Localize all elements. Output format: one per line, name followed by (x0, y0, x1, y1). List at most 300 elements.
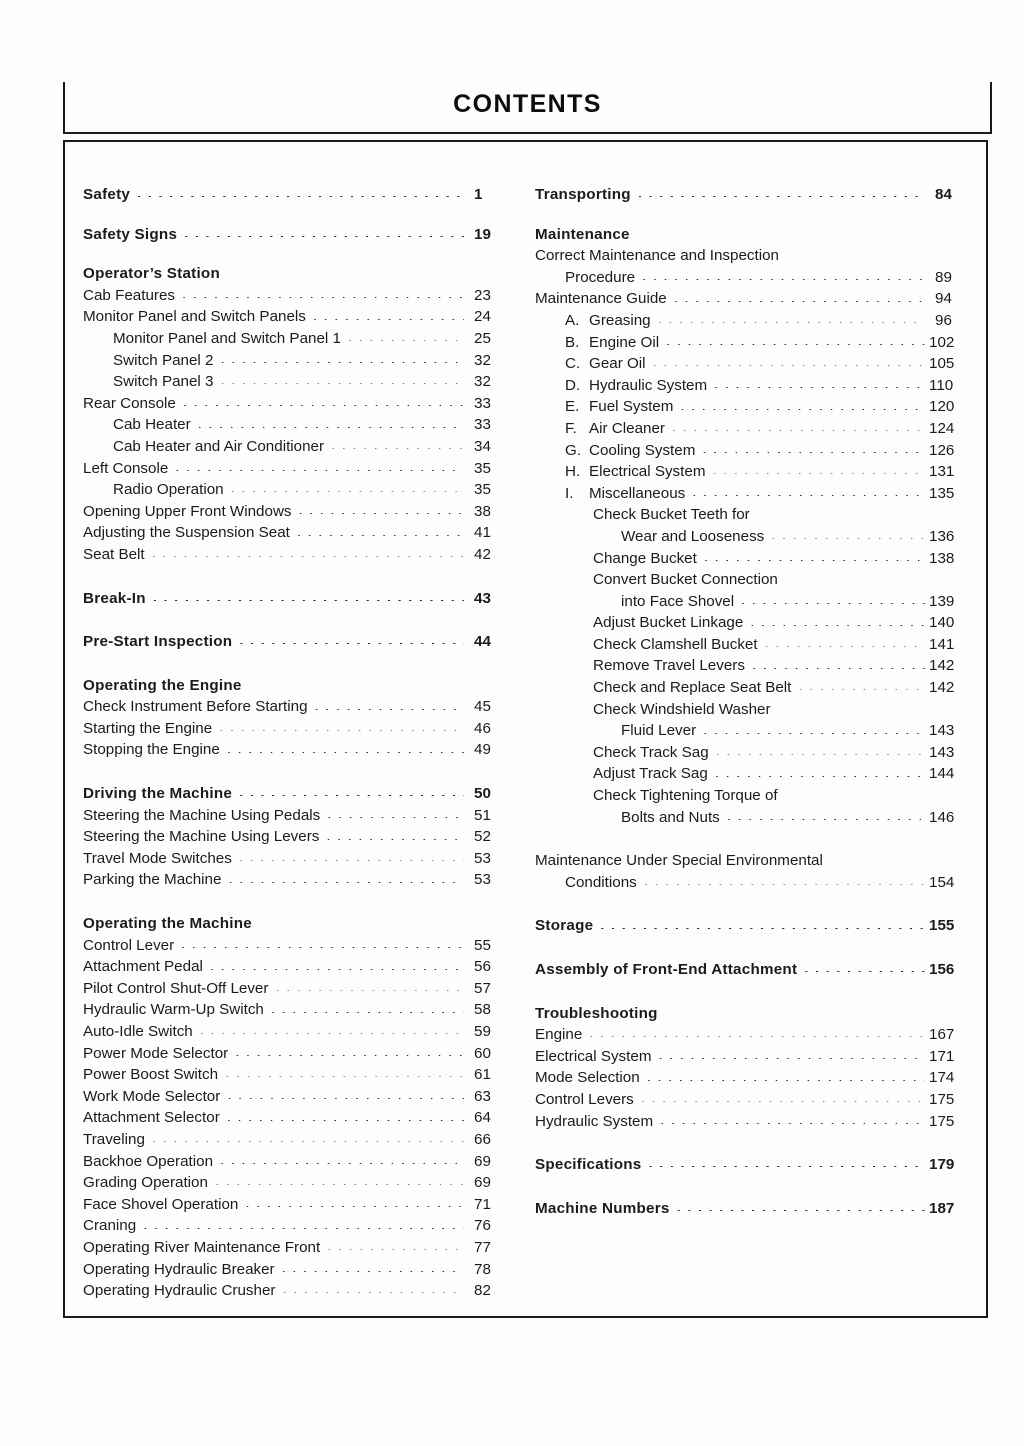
contents-header-box (63, 82, 992, 134)
toc-entry-safety[interactable] (83, 184, 508, 206)
toc-page-number: 32 (474, 351, 491, 369)
toc-page-number: 53 (474, 849, 491, 867)
toc-page-number: 120 (929, 398, 955, 416)
toc-entry-cooling-system[interactable] (565, 440, 975, 462)
toc-leader-dots (198, 427, 464, 428)
toc-leader-dots (327, 1249, 464, 1250)
table-of-contents-box (63, 140, 988, 1318)
toc-leader-dots (282, 1292, 464, 1293)
toc-entry-label: Conditions (565, 873, 637, 891)
toc-leader-dots (152, 556, 464, 557)
toc-entry-label: Electrical System (535, 1047, 652, 1065)
toc-leader-dots (752, 668, 925, 669)
toc-entry-specifications[interactable] (535, 1154, 975, 1176)
toc-leader-dots (677, 1210, 925, 1211)
toc-leader-dots (765, 646, 925, 647)
toc-entry-label: Rear Console (83, 394, 176, 412)
toc-entry-label: Operating the Engine (83, 676, 242, 694)
toc-leader-dots (137, 196, 464, 197)
toc-entry-miscellaneous[interactable] (565, 483, 975, 505)
toc-entry-grading-operation[interactable] (83, 1172, 508, 1194)
toc-spacer (83, 566, 508, 588)
toc-entry-label: Transporting (535, 186, 631, 203)
toc-page-number: 57 (474, 979, 491, 997)
toc-page-number: 143 (929, 722, 955, 740)
toc-entry-label: Check Tightening Torque of (593, 787, 778, 805)
toc-entry-craning[interactable] (83, 1215, 508, 1237)
toc-entry-parking-the-machine[interactable] (83, 869, 508, 891)
toc-page-number: 84 (935, 186, 952, 203)
toc-entry-label: Craning (83, 1217, 137, 1235)
toc-entry-check-windshield-washer[interactable] (593, 699, 975, 721)
toc-page-number: 135 (929, 484, 955, 502)
toc-page-number: 82 (474, 1282, 491, 1300)
toc-leader-dots (315, 709, 464, 710)
toc-page-number: 66 (474, 1130, 491, 1148)
toc-entry-operating-the-machine[interactable] (83, 913, 508, 935)
toc-entry-label: Hydraulic Warm-Up Switch (83, 1001, 264, 1019)
toc-leader-dots (648, 1166, 925, 1167)
toc-spacer (535, 206, 975, 224)
toc-entry-label: Opening Upper Front Windows (83, 502, 292, 520)
toc-page-number: 45 (474, 698, 491, 716)
toc-page-number: 43 (474, 589, 491, 607)
toc-page-number: 179 (929, 1156, 955, 1174)
toc-entry-label: Attachment Pedal (83, 958, 203, 976)
toc-entry-check-clamshell-bucket[interactable] (593, 634, 975, 656)
toc-entry-maintenance[interactable] (535, 224, 975, 246)
toc-entry-monitor-panel-switch-panel-1[interactable] (113, 328, 508, 350)
toc-leader-dots (228, 882, 464, 883)
toc-page-number: 142 (929, 679, 955, 697)
toc-entry-travel-mode-switches[interactable] (83, 848, 508, 870)
toc-page-number: 156 (929, 961, 955, 978)
toc-page-number: 138 (929, 549, 955, 567)
toc-entry-cab-heater[interactable] (113, 414, 508, 436)
toc-leader-dots (704, 560, 925, 561)
toc-entry-letter: D. (565, 376, 581, 394)
toc-entry-seat-belt[interactable] (83, 544, 508, 566)
toc-entry-label: Parking the Machine (83, 871, 222, 889)
toc-spacer (535, 937, 975, 959)
toc-leader-dots (220, 1163, 464, 1164)
toc-entry-bolts-and-nuts[interactable] (621, 807, 975, 829)
toc-entry-control-levers[interactable] (535, 1089, 975, 1111)
toc-entry-label: Maintenance Guide (535, 290, 667, 308)
toc-page-number: 51 (474, 806, 491, 824)
toc-leader-dots (210, 969, 464, 970)
toc-entry-break-in[interactable] (83, 588, 508, 610)
toc-page-number: 59 (474, 1023, 491, 1040)
toc-leader-dots (331, 448, 464, 449)
toc-page-number: 171 (929, 1047, 955, 1065)
toc-entry-label: Troubleshooting (535, 1004, 658, 1022)
toc-spacer (83, 245, 508, 263)
toc-entry-label: Check and Replace Seat Belt (593, 679, 792, 697)
toc-leader-dots (804, 971, 925, 972)
toc-page-number: 44 (474, 633, 491, 651)
toc-page-number: 50 (474, 785, 491, 803)
toc-entry-label: Break-In (83, 589, 146, 607)
toc-entry-label: Stopping the Engine (83, 741, 220, 759)
toc-leader-dots (182, 297, 464, 298)
toc-leader-dots (600, 928, 925, 929)
toc-entry-auto-idle-switch[interactable] (83, 1021, 508, 1043)
toc-entry-maintenance-special-environmental[interactable] (535, 850, 975, 872)
toc-entry-label: Steering the Machine Using Levers (83, 828, 320, 846)
toc-entry-wear-and-looseness[interactable] (621, 526, 975, 548)
toc-entry-label: into Face Shovel (621, 592, 735, 610)
toc-entry-safety-signs[interactable] (83, 224, 508, 246)
toc-entry-check-bucket-teeth-for[interactable] (593, 504, 975, 526)
toc-leader-dots (641, 1101, 925, 1102)
toc-entry-label: Starting the Engine (83, 719, 213, 737)
toc-entry-maintenance-guide[interactable] (535, 288, 975, 310)
toc-page-number: 24 (474, 308, 491, 326)
toc-leader-dots (327, 817, 464, 818)
toc-leader-dots (225, 1076, 464, 1077)
toc-leader-dots (750, 625, 925, 626)
toc-leader-dots (653, 365, 925, 366)
toc-entry-power-boost-switch[interactable] (83, 1064, 508, 1086)
toc-entry-label: Hydraulic System (589, 376, 708, 394)
toc-leader-dots (715, 776, 925, 777)
toc-entry-label: Check Track Sag (593, 743, 709, 761)
toc-entry-label: Control Levers (535, 1090, 634, 1108)
toc-spacer (535, 1132, 975, 1154)
toc-entry-mode-selection[interactable] (535, 1067, 975, 1089)
toc-leader-dots (589, 1036, 925, 1037)
toc-page-number: 146 (929, 808, 955, 826)
toc-page-number: 126 (929, 441, 955, 459)
toc-entry-label: Cooling System (589, 441, 696, 459)
toc-entry-rear-console[interactable] (83, 393, 508, 415)
toc-entry-label: Switch Panel 2 (113, 351, 214, 369)
toc-page-number: 38 (474, 502, 491, 520)
toc-page-number: 175 (929, 1090, 955, 1108)
toc-leader-dots (771, 538, 925, 539)
toc-page-number: 25 (474, 329, 491, 347)
toc-entry-label: Power Boost Switch (83, 1066, 219, 1084)
toc-entry-letter: F. (565, 419, 577, 437)
toc-entry-label: Greasing (589, 311, 651, 329)
toc-entry-label: Backhoe Operation (83, 1152, 214, 1170)
toc-entry-engine-oil[interactable] (565, 332, 975, 354)
toc-page-number: 33 (474, 416, 491, 434)
toc-entry-label: Cab Features (83, 286, 176, 304)
toc-entry-stopping-the-engine[interactable] (83, 739, 508, 761)
toc-entry-letter: A. (565, 311, 580, 329)
toc-spacer (83, 206, 508, 224)
toc-leader-dots (239, 795, 464, 796)
toc-entry-face-shovel-operation[interactable] (83, 1194, 508, 1216)
toc-page-number: 175 (929, 1112, 955, 1130)
toc-entry-traveling[interactable] (83, 1129, 508, 1151)
toc-entry-pilot-control-shut-off-lever[interactable] (83, 978, 508, 1000)
toc-entry-label: Safety Signs (83, 225, 178, 243)
toc-entry-switch-panel-3[interactable] (113, 371, 508, 393)
toc-page-number: 71 (474, 1195, 491, 1213)
toc-entry-electrical-system-t[interactable] (535, 1046, 975, 1068)
toc-entry-pre-start-inspection[interactable] (83, 631, 508, 653)
toc-entry-fuel-system[interactable] (565, 396, 975, 418)
toc-page-number: 143 (929, 743, 955, 761)
toc-entry-hydraulic-warm-up-switch[interactable] (83, 999, 508, 1021)
toc-entry-label: Pre-Start Inspection (83, 633, 233, 651)
toc-entry-cab-features[interactable] (83, 285, 508, 307)
toc-entry-label: Pilot Control Shut-Off Lever (83, 979, 269, 997)
toc-leader-dots (183, 405, 464, 406)
toc-page-number: 33 (474, 394, 491, 412)
toc-leader-dots (716, 754, 925, 755)
toc-leader-dots (326, 839, 464, 840)
toc-leader-dots (175, 470, 464, 471)
toc-entry-adjusting-suspension-seat[interactable] (83, 522, 508, 544)
toc-entry-remove-travel-levers[interactable] (593, 655, 975, 677)
toc-page-number: 105 (929, 355, 955, 373)
toc-entry-label: Hydraulic System (535, 1112, 654, 1130)
toc-entry-label: Engine Oil (589, 333, 660, 351)
toc-page-number: 53 (474, 871, 491, 889)
toc-entry-electrical-system-m[interactable] (565, 461, 975, 483)
toc-page-number: 35 (474, 459, 491, 477)
toc-leader-dots (231, 491, 464, 492)
toc-entry-label: Operating Hydraulic Crusher (83, 1282, 276, 1300)
toc-page-number: 52 (474, 828, 491, 846)
toc-leader-dots (798, 689, 925, 690)
toc-page-number: 77 (474, 1238, 491, 1256)
toc-page-number: 58 (474, 1001, 491, 1019)
toc-entry-label: Operating River Maintenance Front (83, 1238, 321, 1256)
toc-entry-switch-panel-2[interactable] (113, 350, 508, 372)
toc-entry-label: Radio Operation (113, 481, 224, 499)
toc-leader-dots (313, 319, 464, 320)
toc-entry-work-mode-selector[interactable] (83, 1086, 508, 1108)
toc-page-number: 69 (474, 1152, 491, 1170)
toc-column-left (83, 184, 508, 1302)
toc-entry-label: Check Instrument Before Starting (83, 698, 308, 716)
toc-page-number: 42 (474, 545, 491, 563)
toc-entry-hydraulic-system[interactable] (565, 375, 975, 397)
toc-page-number: 142 (929, 657, 955, 675)
toc-entry-operating-the-engine[interactable] (83, 675, 508, 697)
toc-entry-hydraulic-system-t[interactable] (535, 1111, 975, 1133)
toc-entry-label: Operating the Machine (83, 915, 252, 933)
toc-entry-gear-oil[interactable] (565, 353, 975, 375)
toc-leader-dots (227, 1120, 464, 1121)
toc-entry-check-replace-seat-belt[interactable] (593, 677, 975, 699)
toc-leader-dots (184, 236, 464, 237)
toc-leader-dots (181, 947, 464, 948)
toc-entry-left-console[interactable] (83, 458, 508, 480)
toc-entry-steering-pedals[interactable] (83, 805, 508, 827)
toc-leader-dots (235, 1055, 464, 1056)
toc-entry-label: Fuel System (589, 398, 674, 416)
toc-leader-dots (348, 340, 464, 341)
toc-page-number: 131 (929, 463, 955, 481)
toc-entry-convert-bucket-connection[interactable] (593, 569, 975, 591)
toc-entry-label: Cab Heater (113, 416, 191, 434)
toc-spacer (83, 891, 508, 913)
toc-entry-control-lever[interactable] (83, 935, 508, 957)
toc-leader-dots (275, 990, 464, 991)
toc-entry-label: Adjust Track Sag (593, 765, 708, 783)
toc-entry-assembly-front-end-attachment[interactable] (535, 959, 975, 981)
toc-entry-label: Left Console (83, 459, 169, 477)
toc-entry-label: Electrical System (589, 463, 706, 481)
toc-entry-operators-station[interactable] (83, 263, 508, 285)
toc-leader-dots (741, 603, 925, 604)
toc-page-number: 46 (474, 719, 491, 737)
toc-entry-label: Check Windshield Washer (593, 700, 771, 718)
toc-entry-greasing[interactable] (565, 310, 975, 332)
toc-entry-check-tightening-torque-of[interactable] (593, 785, 975, 807)
toc-entry-letter: C. (565, 355, 581, 373)
toc-entry-procedure[interactable] (565, 267, 975, 289)
toc-entry-label: Traveling (83, 1130, 145, 1148)
toc-entry-cab-heater-air-conditioner[interactable] (113, 436, 508, 458)
toc-entry-label: Safety (83, 186, 131, 203)
toc-entry-label: Travel Mode Switches (83, 849, 232, 867)
toc-page-number: 187 (929, 1199, 955, 1217)
toc-page-number: 56 (474, 958, 491, 976)
toc-leader-dots (692, 495, 925, 496)
toc-leader-dots (702, 452, 925, 453)
toc-spacer (83, 609, 508, 631)
toc-entry-label: Adjust Bucket Linkage (593, 614, 744, 632)
toc-entry-operating-hydraulic-breaker[interactable] (83, 1259, 508, 1281)
toc-entry-label: Correct Maintenance and Inspection (535, 247, 779, 265)
toc-entry-steering-levers[interactable] (83, 826, 508, 848)
toc-page-number: 124 (929, 419, 955, 437)
toc-page-number: 61 (474, 1066, 491, 1084)
toc-entry-correct-maintenance-inspection[interactable] (535, 245, 975, 267)
toc-leader-dots (227, 1098, 464, 1099)
toc-page-number: 102 (929, 333, 955, 351)
toc-page-number: 49 (474, 741, 491, 759)
toc-entry-label: Attachment Selector (83, 1109, 220, 1127)
toc-leader-dots (644, 884, 925, 885)
toc-leader-dots (239, 860, 464, 861)
toc-page-number: 96 (935, 311, 952, 329)
toc-entry-adjust-track-sag[interactable] (593, 763, 975, 785)
toc-entry-machine-numbers[interactable] (535, 1198, 975, 1220)
toc-entry-check-track-sag[interactable] (593, 742, 975, 764)
toc-entry-label: Mode Selection (535, 1069, 640, 1087)
toc-entry-label: Adjusting the Suspension Seat (83, 524, 290, 542)
toc-page-number: 19 (474, 225, 491, 243)
toc-leader-dots (714, 387, 925, 388)
toc-entry-label: Procedure (565, 268, 636, 286)
toc-page-number: 144 (929, 765, 955, 783)
toc-entry-conditions[interactable] (565, 872, 975, 894)
toc-entry-starting-the-engine[interactable] (83, 718, 508, 740)
toc-page-number: 35 (474, 481, 491, 499)
toc-entry-adjust-bucket-linkage[interactable] (593, 612, 975, 634)
toc-page-number: 174 (929, 1069, 955, 1087)
toc-entry-into-face-shovel[interactable] (621, 591, 975, 613)
toc-leader-dots (680, 409, 925, 410)
toc-leader-dots (271, 1012, 464, 1013)
toc-entry-label: Change Bucket (593, 549, 697, 567)
toc-page-number: 155 (929, 917, 955, 935)
toc-page-number: 94 (935, 290, 952, 308)
toc-leader-dots (153, 600, 464, 601)
toc-leader-dots (727, 819, 925, 820)
toc-entry-radio-operation[interactable] (113, 479, 508, 501)
toc-page-number: 64 (474, 1109, 491, 1127)
toc-entry-label: Storage (535, 917, 594, 935)
toc-leader-dots (299, 513, 464, 514)
toc-entry-attachment-selector[interactable] (83, 1107, 508, 1129)
toc-entry-operating-river-maintenance-front[interactable] (83, 1237, 508, 1259)
toc-entry-opening-upper-front-windows[interactable] (83, 501, 508, 523)
toc-entry-power-mode-selector[interactable] (83, 1043, 508, 1065)
toc-entry-check-instrument-before-starting[interactable] (83, 696, 508, 718)
toc-leader-dots (239, 643, 464, 644)
toc-entry-label: Power Mode Selector (83, 1044, 229, 1062)
toc-entry-fluid-lever[interactable] (621, 720, 975, 742)
toc-entry-label: Check Clamshell Bucket (593, 635, 758, 653)
toc-page-number: 136 (929, 527, 955, 545)
toc-leader-dots (152, 1141, 464, 1142)
toc-spacer (83, 761, 508, 783)
toc-entry-label: Maintenance Under Special Environmental (535, 852, 823, 870)
toc-entry-driving-the-machine[interactable] (83, 783, 508, 805)
toc-entry-label: Miscellaneous (589, 484, 686, 502)
toc-entry-letter: I. (565, 484, 574, 502)
toc-entry-troubleshooting[interactable] (535, 1003, 975, 1025)
page-title: CONTENTS (453, 90, 602, 118)
toc-entry-label: Face Shovel Operation (83, 1195, 239, 1213)
toc-leader-dots (200, 1033, 464, 1034)
toc-entry-letter: G. (565, 441, 582, 459)
toc-entry-label: Grading Operation (83, 1174, 208, 1192)
toc-page-number: 55 (474, 936, 491, 954)
toc-leader-dots (219, 730, 464, 731)
toc-entry-label: Operator’s Station (83, 265, 220, 283)
toc-page-number: 89 (935, 268, 952, 286)
toc-entry-monitor-panel-switch-panels[interactable] (83, 306, 508, 328)
toc-spacer (535, 893, 975, 915)
toc-spacer (535, 981, 975, 1003)
toc-page-number: 32 (474, 373, 491, 391)
toc-entry-label: Operating Hydraulic Breaker (83, 1260, 275, 1278)
toc-entry-label: Assembly of Front-End Attachment (535, 961, 798, 978)
toc-entry-backhoe-operation[interactable] (83, 1151, 508, 1173)
toc-entry-label: Work Mode Selector (83, 1087, 221, 1105)
toc-entry-label: Monitor Panel and Switch Panel 1 (113, 329, 341, 347)
toc-entry-air-cleaner[interactable] (565, 418, 975, 440)
toc-entry-attachment-pedal[interactable] (83, 956, 508, 978)
toc-entry-letter: H. (565, 463, 581, 481)
toc-leader-dots (227, 752, 464, 753)
toc-leader-dots (215, 1184, 464, 1185)
toc-page-number: 139 (929, 592, 955, 610)
toc-leader-dots (638, 196, 925, 197)
toc-entry-engine[interactable] (535, 1024, 975, 1046)
toc-spacer (83, 653, 508, 675)
toc-entry-label: Maintenance (535, 225, 630, 243)
toc-entry-transporting[interactable] (535, 184, 975, 206)
toc-leader-dots (220, 362, 464, 363)
toc-entry-change-bucket[interactable] (593, 548, 975, 570)
toc-entry-operating-hydraulic-crusher[interactable] (83, 1280, 508, 1302)
toc-page-number: 140 (929, 614, 955, 632)
toc-entry-storage[interactable] (535, 915, 975, 937)
toc-entry-label: Seat Belt (83, 545, 145, 563)
toc-entry-label: Check Bucket Teeth for (593, 506, 750, 524)
